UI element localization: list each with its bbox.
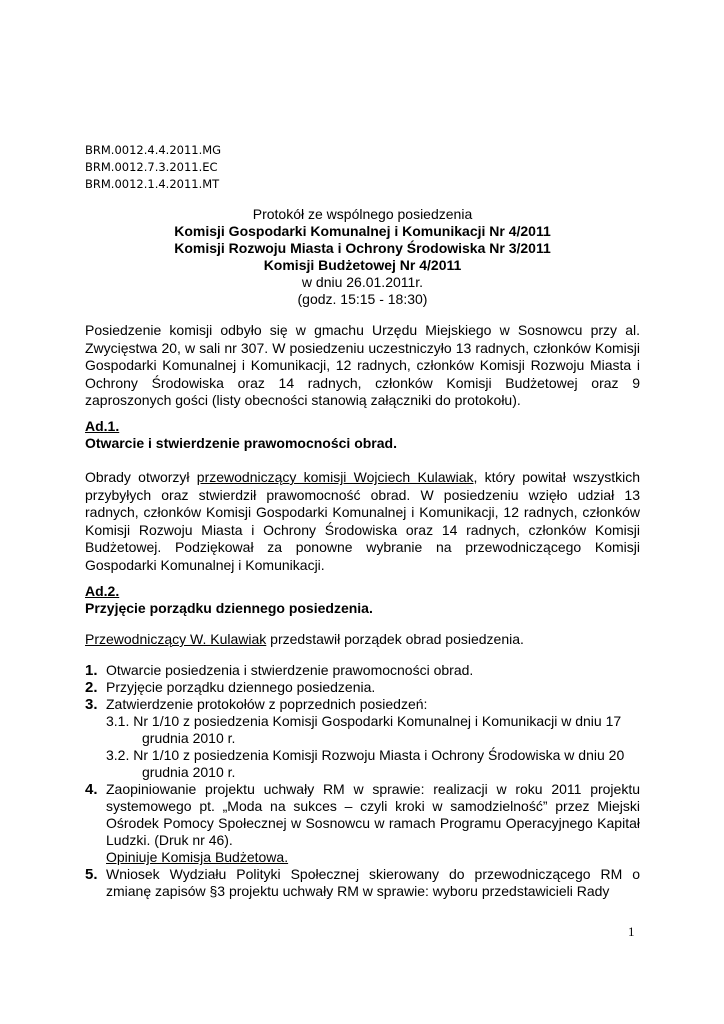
ad2-label: Ad.2. (85, 583, 120, 599)
committee-note: Opiniuje Komisja Budżetowa. (106, 849, 289, 865)
ad1-label: Ad.1. (85, 418, 120, 434)
title-hours: (godz. 15:15 - 18:30) (297, 291, 428, 307)
ad1-heading: Otwarcie i stwierdzenie prawomocności obrad. (85, 435, 397, 451)
list-item: 3. Zatwierdzenie protokołów z poprzednich posiedzeń: (85, 696, 428, 713)
sub-list (85, 713, 640, 781)
title-date: w dniu 26.01.2011r. (301, 274, 424, 290)
title-line: Protokół ze wspólnego posiedzenia (252, 206, 473, 222)
speaker-name: Przewodniczący W. Kulawiak (85, 631, 267, 647)
sub-list-item: 3.2. Nr 1/10 z posiedzenia Komisji Rozwoju Miasta i Ochrony Środowiska w dniu 20 grudnia 2010 r. (106, 747, 625, 780)
reference-number: BRM.0012.1.4.2011.MT (85, 177, 220, 191)
reference-number: BRM.0012.7.3.2011.EC (85, 160, 218, 174)
page-number: 1 (628, 924, 635, 939)
ad2-paragraph: Przewodniczący W. Kulawiak przedstawił porządek obrad posiedzenia. (85, 631, 524, 647)
speaker-name: przewodniczący komisji Wojciech Kulawiak (196, 469, 474, 485)
document-title (85, 206, 640, 308)
ad2-heading: Przyjęcie porządku dziennego posiedzenia. (85, 600, 373, 616)
title-committee-3: Komisji Budżetowej Nr 4/2011 (263, 257, 462, 273)
list-item: 1. Otwarcie posiedzenia i stwierdzenie prawomocności obrad. (85, 662, 474, 679)
reference-numbers (85, 142, 221, 193)
sub-list-item: 3.1. Nr 1/10 z posiedzenia Komisji Gospodarki Komunalnej i Komunikacji w dniu 17 grudnia 2010 r. (106, 713, 622, 746)
intro-paragraph: Posiedzenie komisji odbyło się w gmachu Urzędu Miejskiego w Sosnowcu przy al. Zwycięstwa 20, w sali nr 307. W posiedzeniu uczestniczyło 13 radnych, członków Komisji Gospodarki Komunalnej i Komunikacji, 12 radnych, członków Komisji Rozwoju Miasta i Ochrony Środowiska oraz 14 radnych, członków Komisji Budżetowej oraz 9 zaproszonych gości (listy obecności stanowią załączniki do protokołu). (85, 322, 640, 408)
list-item: 5. Wniosek Wydziału Polityki Społecznej skierowany do przewodniczącego RM o zmianę zapisów §3 projektu uchwały RM w sprawie: wyboru przedstawicieli Rady (85, 866, 640, 899)
list-item: 2. Przyjęcie porządku dziennego posiedzenia. (85, 679, 376, 696)
reference-number: BRM.0012.4.4.2011.MG (85, 143, 222, 157)
agenda-list (85, 662, 640, 900)
title-committee-1: Komisji Gospodarki Komunalnej i Komunikacji Nr 4/2011 (174, 223, 551, 239)
list-item: 4. Zaopiniowanie projektu uchwały RM w sprawie: realizacji w roku 2011 projektu systemowego pt. „Moda na sukces – czyli kroki w samodzielność” przez Miejski Ośrodek Pomocy Społecznej w Sosnowcu w ramach Programu Operacyjnego Kapitał Ludzki. (Druk nr 46). (85, 781, 640, 848)
title-committee-2: Komisji Rozwoju Miasta i Ochrony Środowiska Nr 3/2011 (174, 240, 551, 256)
ad1-paragraph: Obrady otworzył przewodniczący komisji Wojciech Kulawiak, który powitał wszystkich przybyłych oraz stwierdził prawomocność obrad. W posiedzeniu wzięło udział 13 radnych, członków Komisji Gospodarki Komunalnej i Komunikacji, 12 radnych, członków Komisji Rozwoju Miasta i Ochrony Środowiska oraz 14 radnych, członków Komisji Budżetowej. Podziękował za ponowne wybranie na przewodniczącego Komisji Gospodarki Komunalnej i Komunikacji. (85, 469, 640, 573)
